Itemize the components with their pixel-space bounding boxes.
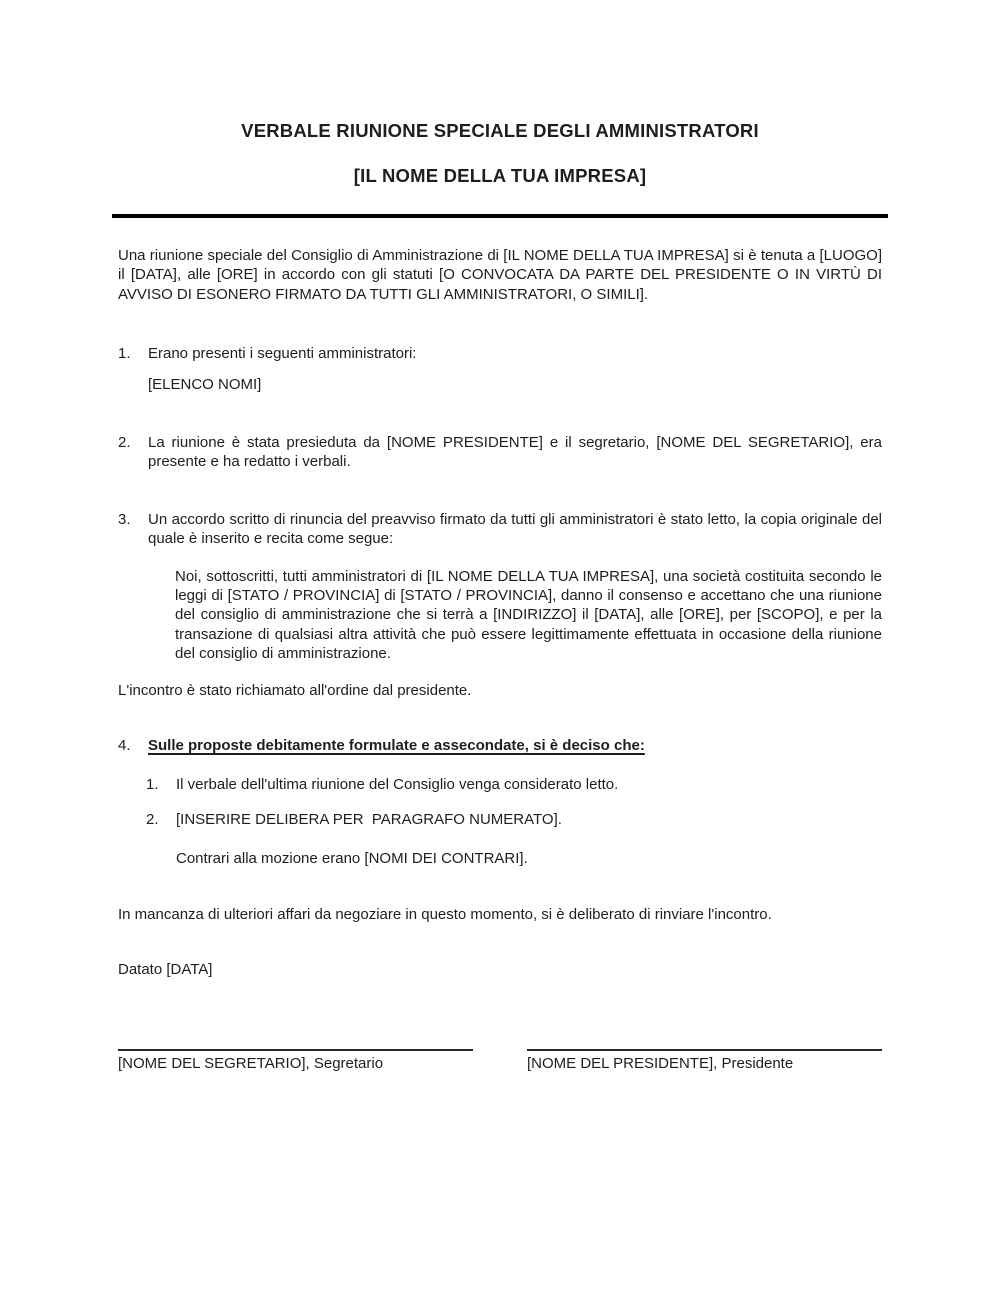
waiver-quote: Noi, sottoscritti, tutti amministratori di [IL NOME DELLA TUA IMPRESA], una società costituita secondo le leggi di [STATO / PROVINCIA] di [STATO / PROVINCIA], danno il consenso e accettano che una riunione del consiglio di amministrazione che si terrà a [INDIRIZZO] il [DATA], alle [ORE], per [SCOPO], e per la transazione di qualsiasi altra attività che può essere legittimamente effettuata in occasione della riunione del consiglio di amministrazione. <box>175 567 882 663</box>
sub-item-1-number: 1. <box>146 775 159 793</box>
signature-secretary-label: [NOME DEL SEGRETARIO], Segretario <box>118 1054 384 1072</box>
list-item-3-text: Un accordo scritto di rinuncia del preavviso firmato da tutti gli amministratori è stato letto, la copia originale del quale è inserito e recita come segue: <box>148 510 882 548</box>
signature-secretary-line <box>118 1049 473 1051</box>
signature-president-line <box>527 1049 882 1051</box>
signature-secretary <box>118 1049 473 1073</box>
sub-item-2-number: 2. <box>146 810 159 828</box>
title-divider <box>112 214 888 218</box>
sub-item-2-text: [INSERIRE DELIBERA PER PARAGRAFO NUMERATO]. <box>176 810 562 828</box>
contrari-paragraph: Contrari alla mozione erano [NOMI DEI CONTRARI]. <box>176 850 528 868</box>
list-item-2-number: 2. <box>118 434 131 452</box>
company-name-placeholder: [IL NOME DELLA TUA IMPRESA] <box>353 165 647 186</box>
order-call-paragraph: L'incontro è stato richiamato all'ordine dal presidente. <box>118 681 472 699</box>
list-item-2-text: La riunione è stata presieduta da [NOME PRESIDENTE] e il segretario, [NOME DEL SEGRETARIO], era presente e ha redatto i verbali. <box>148 434 882 471</box>
list-item-1 <box>118 344 882 363</box>
sub-item-1 <box>146 775 882 794</box>
signature-president <box>527 1049 882 1073</box>
dated-line: Datato [DATA] <box>118 961 213 979</box>
names-list-placeholder: [ELENCO NOMI] <box>148 375 262 393</box>
list-item-2 <box>118 433 882 472</box>
sub-item-2 <box>146 810 882 829</box>
sub-item-1-text: Il verbale dell'ultima riunione del Consiglio venga considerato letto. <box>176 775 619 793</box>
list-item-1-number: 1. <box>118 345 131 363</box>
list-item-3-number: 3. <box>118 510 131 528</box>
list-item-4 <box>118 736 882 755</box>
intro-paragraph: Una riunione speciale del Consiglio di Amministrazione di [IL NOME DELLA TUA IMPRESA] si è tenuta a [LUOGO] il [DATA], alle [ORE] in accordo con gli statuti [O CONVOCATA DA PARTE DEL PRESIDENTE O IN VIRTÙ DI AVVISO DI ESONERO FIRMATO DA TUTTI GLI AMMINISTRATORI, O SIMILI]. <box>118 247 882 303</box>
signature-president-label: [NOME DEL PRESIDENTE], Presidente <box>527 1054 794 1072</box>
list-item-3 <box>118 510 882 549</box>
signature-section <box>118 1049 882 1073</box>
list-item-1-text: Erano presenti i seguenti amministratori: <box>148 345 417 363</box>
document-title: VERBALE RIUNIONE SPECIALE DEGLI AMMINISTRATORI <box>241 120 759 141</box>
list-item-4-number: 4. <box>118 737 131 755</box>
closing-paragraph: In mancanza di ulteriori affari da negoziare in questo momento, si è deliberato di rinviare l'incontro. <box>118 905 772 923</box>
list-item-4-heading: Sulle proposte debitamente formulate e assecondate, si è deciso che: <box>148 737 645 755</box>
